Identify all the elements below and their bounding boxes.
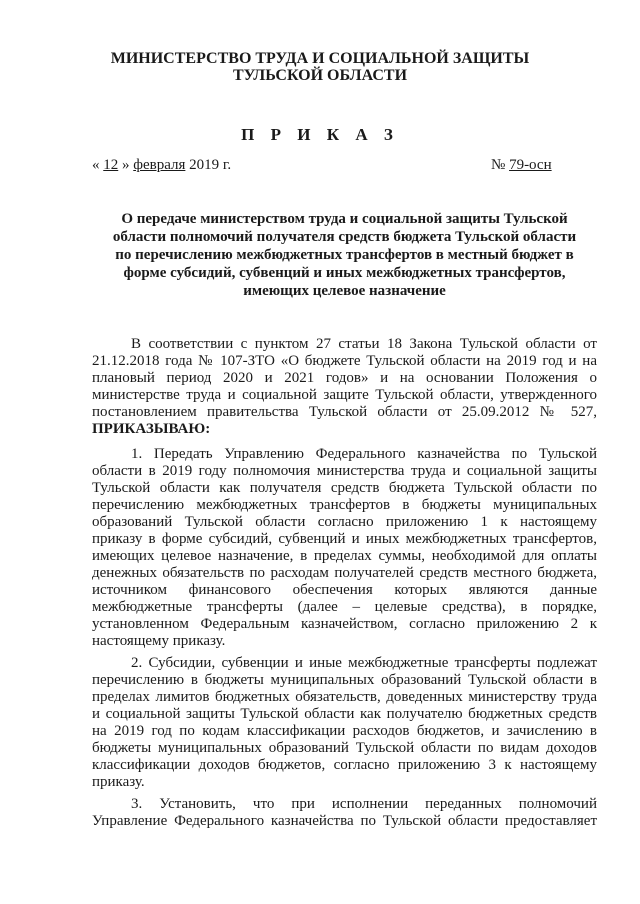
body-line: постановлением правительства Тульской области от 25.09.2012 № 527,: [92, 404, 597, 420]
body-line: имеющих целевое назначение, в пределах суммы, необходимой для оплаты: [92, 548, 597, 564]
ministry-name-line-1: МИНИСТЕРСТВО ТРУДА И СОЦИАЛЬНОЙ ЗАЩИТЫ: [110, 50, 530, 67]
order-number: [491, 157, 552, 174]
body-line: В соответствии с пунктом 27 статьи 18 Закона Тульской области от: [131, 336, 597, 352]
ministry-name-line-2: ТУЛЬСКОЙ ОБЛАСТИ: [232, 67, 408, 84]
body-line: настоящему приказу.: [92, 633, 226, 649]
body-line: приказу.: [92, 774, 145, 790]
date-close-quote: »: [122, 157, 130, 173]
number-value: 79-осн: [509, 157, 552, 173]
body-line: установленном Федеральным казначейством, согласно приложению 2 к: [92, 616, 597, 632]
body-line: Тульской области как получателя средств бюджета Тульской области по: [92, 480, 597, 496]
body-line: источником финансового обеспечения которых являются данные: [92, 582, 597, 598]
body-line: бюджеты муниципальных образований Тульской области по видам доходов: [92, 740, 597, 756]
body-line: перечислению межбюджетных трансфертов в бюджеты муниципальных: [92, 497, 597, 513]
body-line: 1. Передать Управлению Федерального казначейства по Тульской: [131, 446, 597, 462]
body-line: классификации доходов бюджетов, согласно приложению 3 к настоящему: [92, 757, 597, 773]
body-line: и социальной защиты Тульской области как получателю бюджетных средств: [92, 706, 597, 722]
body-line: Управление Федерального казначейства по Тульской области предоставляет: [92, 813, 597, 829]
subject-line: О передаче министерством труда и социальной защиты Тульской: [121, 211, 568, 227]
subject-line: имеющих целевое назначение: [243, 283, 446, 299]
body-line: образований Тульской области согласно приложению 1 к настоящему: [92, 514, 597, 530]
body-line: области в 2019 году полномочия министерства труда и социальной защиты: [92, 463, 597, 479]
body-line: перечислению в бюджеты муниципальных образований Тульской области в: [92, 672, 597, 688]
body-line: межбюджетные трансферты (далее – целевые средства), в порядке,: [92, 599, 597, 615]
date-year: 2019 г.: [189, 157, 232, 173]
date-open-quote: «: [92, 157, 100, 173]
date-day: 12: [103, 157, 119, 173]
subject-line: области полномочий получателя средств бюджета Тульской области: [112, 229, 577, 245]
body-line: 21.12.2018 года № 107-ЗТО «О бюджете Тульской области на 2019 год и на: [92, 353, 597, 369]
number-prefix: №: [491, 157, 506, 173]
order-title: П Р И К А З: [241, 125, 399, 144]
body-line: денежных обязательств по расходам получателей средств местного бюджета,: [92, 565, 597, 581]
body-line: на 2019 год по кодам классификации расходов бюджетов, и зачислению в: [92, 723, 597, 739]
body-line: плановый период 2020 и 2021 годов» и на основании Положения о: [92, 370, 597, 386]
subject-line: форме субсидий, субвенций и иных межбюджетных трансфертов,: [123, 265, 566, 281]
body-line: 3. Установить, что при исполнении переданных полномочий: [131, 796, 597, 812]
order-keyword: ПРИКАЗЫВАЮ:: [92, 421, 211, 437]
body-line: пределах лимитов бюджетных обязательств, доведенных министерству труда: [92, 689, 597, 705]
body-line: 2. Субсидии, субвенции и иные межбюджетные трансферты подлежат: [131, 655, 597, 671]
body-line: приказу в форме субсидий, субвенций и иных межбюджетных трансфертов,: [92, 531, 597, 547]
subject-line: по перечислению межбюджетных трансфертов в местный бюджет в: [115, 247, 574, 263]
date-month: февраля: [133, 157, 186, 173]
body-line: министерстве труда и социальной защите Тульской области, утвержденного: [92, 387, 597, 403]
order-date: [92, 157, 231, 174]
